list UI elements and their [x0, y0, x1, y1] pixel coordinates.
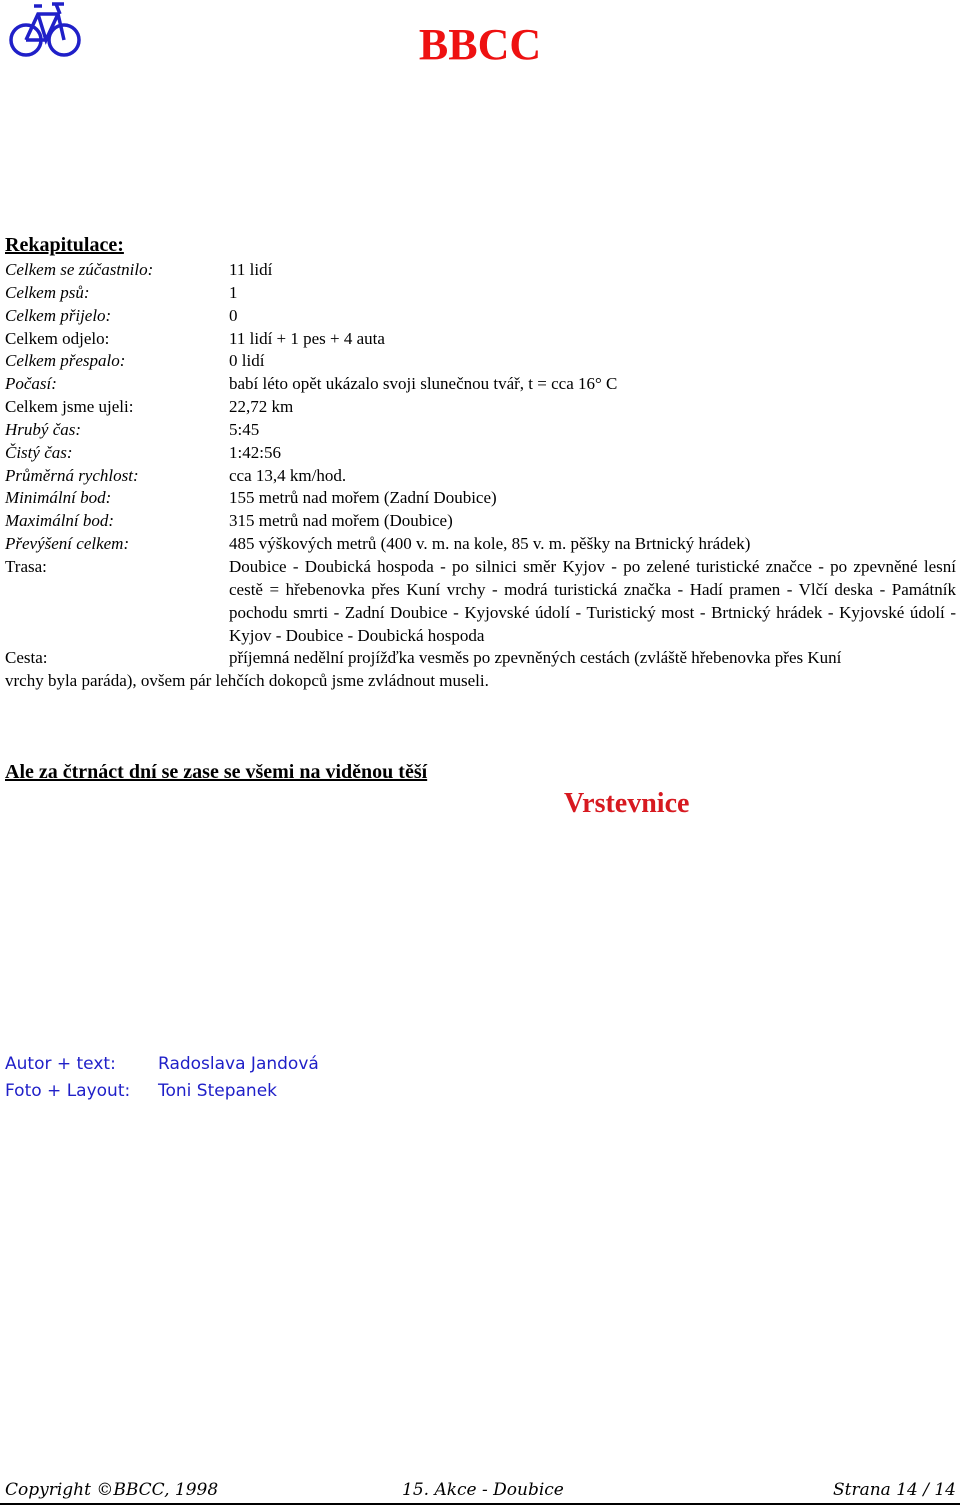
row-value: 1:42:56 [229, 443, 281, 462]
credit-author [5, 1051, 319, 1077]
row-label: Průměrná rychlost: [5, 466, 139, 485]
footer-copyright: Copyright ©BBCC, 1998 [5, 1480, 219, 1500]
cesta-label: Cesta: [5, 648, 48, 667]
row-value: 315 metrů nad mořem (Doubice) [229, 511, 453, 530]
credit-photo-label: Foto + Layout: [5, 1081, 131, 1101]
trasa-label: Trasa: [5, 557, 47, 576]
row-label: Celkem psů: [5, 283, 90, 302]
footer-divider [0, 1503, 960, 1505]
row-label: Převýšení celkem: [5, 534, 130, 553]
row-value: 0 lidí [229, 351, 265, 370]
row-value: 11 lidí [229, 260, 273, 279]
row-value: cca 13,4 km/hod. [229, 466, 347, 485]
credit-author-value: Radoslava Jandová [158, 1054, 319, 1074]
row-label: Čistý čas: [5, 443, 73, 462]
row-label: Celkem přespalo: [5, 351, 126, 370]
row-value: 11 lidí + 1 pes + 4 auta [229, 329, 385, 348]
row-label: Maximální bod: [5, 511, 115, 530]
row-label: Celkem odjelo: [5, 329, 110, 348]
row-label: Počasí: [5, 374, 57, 393]
cesta-text-line1: příjemná nedělní projížďka vesměs po zpevněných cestách (zvláště hřebenovka přes Kuní [229, 648, 842, 667]
credit-photo-value: Toni Stepanek [158, 1081, 277, 1101]
signature: Vrstevnice [564, 788, 690, 819]
recap-heading: Rekapitulace: [5, 234, 124, 256]
row-label: Hrubý čas: [5, 420, 82, 439]
cesta-text-line2: vrchy byla paráda), ovšem pár lehčích dokopců jsme zvládnout museli. [5, 671, 489, 690]
row-value: 0 [229, 306, 238, 325]
row-label: Minimální bod: [5, 488, 112, 507]
footer-event: 15. Akce - Doubice [402, 1480, 564, 1500]
row-label: Celkem přijelo: [5, 306, 112, 325]
row-value: 5:45 [229, 420, 260, 439]
row-value: 155 metrů nad mořem (Zadní Doubice) [229, 488, 497, 507]
row-value: babí léto opět ukázalo svoji slunečnou tvář, t = cca 16° C [229, 374, 618, 393]
row-value: 1 [229, 283, 238, 302]
row-value: 485 výškových metrů (400 v. m. na kole, 85 v. m. pěšky na Brtnický hrádek) [229, 534, 751, 553]
brand-title: BBCC [418, 20, 542, 69]
credit-photo [5, 1078, 277, 1104]
footer-page: Strana 14 / 14 [832, 1480, 956, 1500]
row-label: Celkem jsme ujeli: [5, 397, 134, 416]
credit-author-label: Autor + text: [5, 1054, 116, 1074]
trasa-text: Doubice - Doubická hospoda - po silnici směr Kyjov - po zelené turistické značce - po zpevněné lesní cestě = hřebenovka přes Kuní vrchy - modrá turistická značka - Hadí pramen - Vlčí deska - Památník pochodu smrti - Zadní Doubice - Kyjovské údolí - Turistický most - Brtnický hrádek - Kyjovské údolí - Kyjov - Doubice - Doubická hospoda [229, 557, 956, 645]
closing-text: Ale za čtrnáct dní se zase se všemi na viděnou těší [5, 761, 428, 783]
row-value: 22,72 km [229, 397, 294, 416]
row-label: Celkem se zúčastnilo: [5, 260, 154, 279]
